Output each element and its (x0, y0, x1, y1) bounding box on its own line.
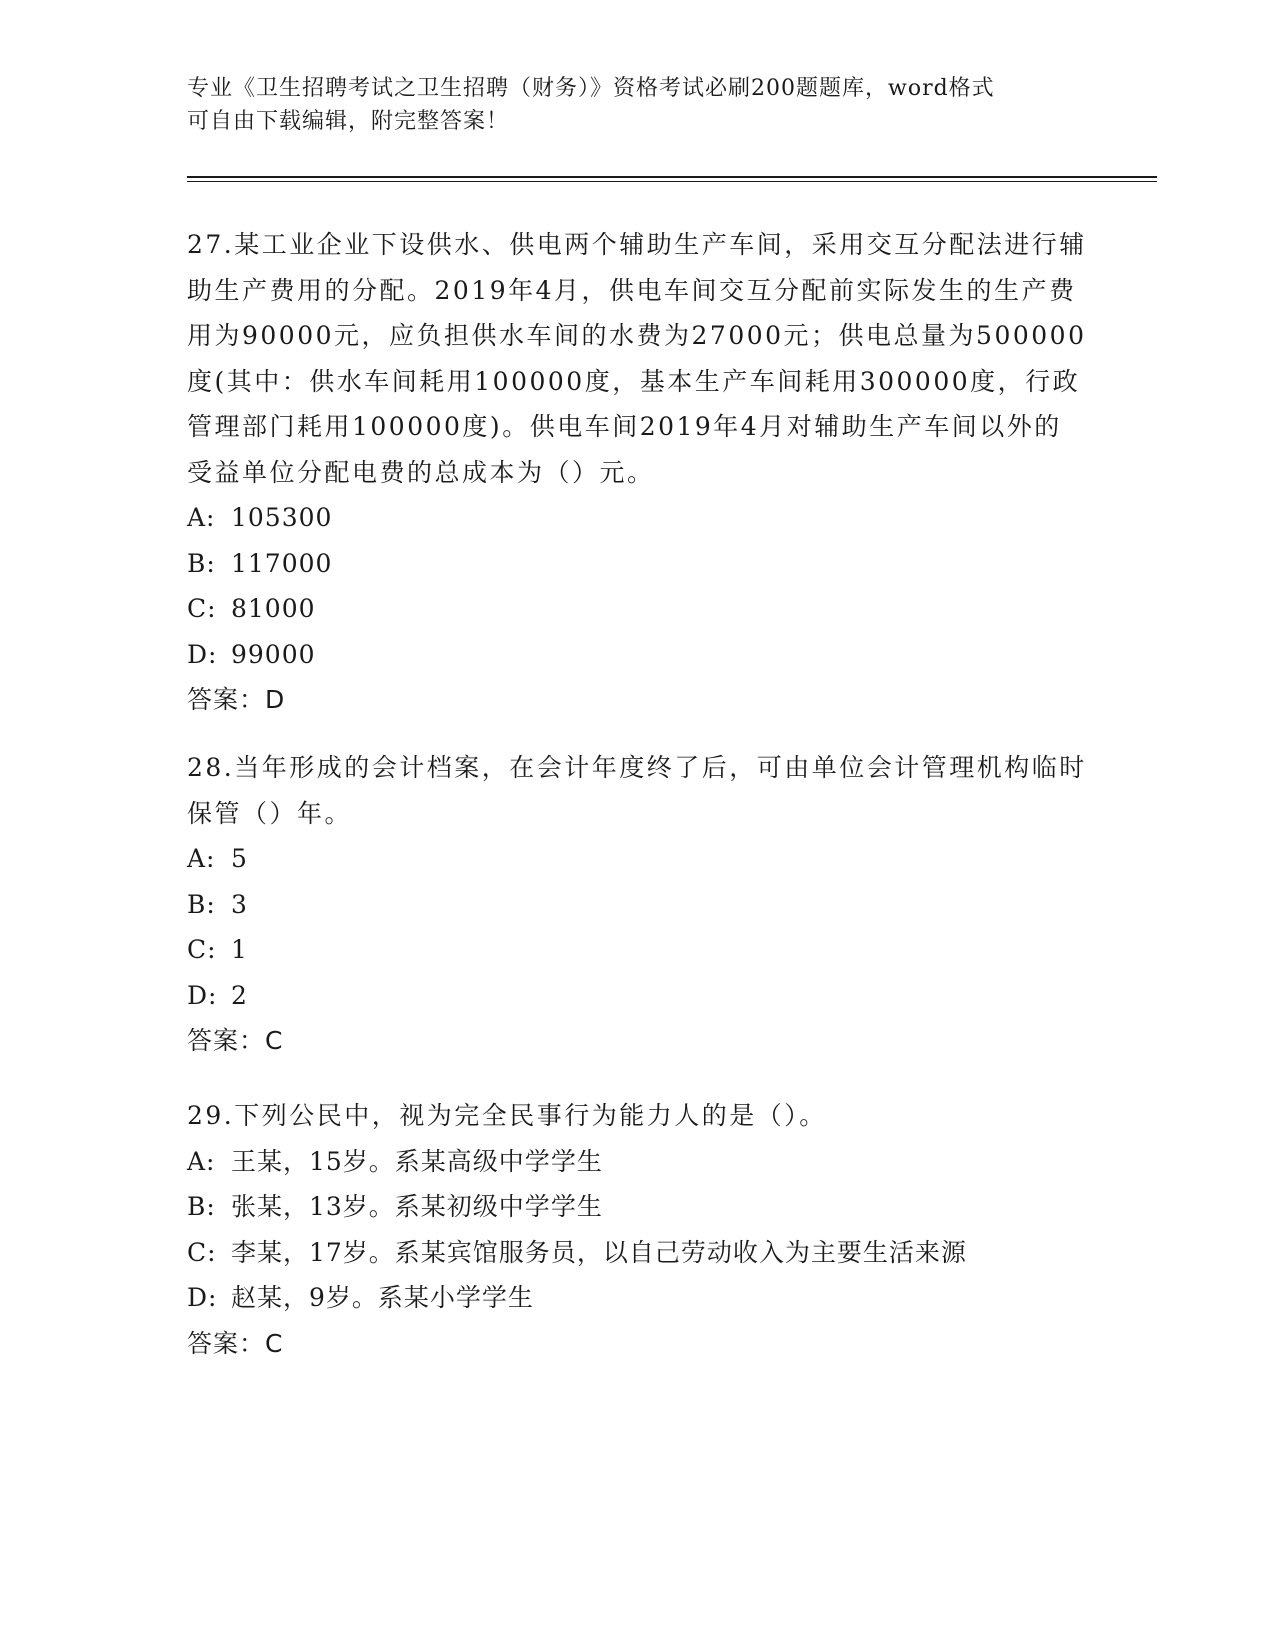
question-29 (187, 1093, 1087, 1366)
option-value: 张某，13岁。系某初级中学学生 (231, 1192, 603, 1221)
question-text: 27.某工业企业下设供水、供电两个辅助生产车间，采用交互分配法进行辅助生产费用的分配。2019年4月，供电车间交互分配前实际发生的生产费用为90000元，应负担供水车间的水费为27000元；供电总量为500000度(其中：供水车间耗用100000度，基本生产车间耗用300000度，行政管理部门耗用100000度)。供电车间2019年4月对辅助生产车间以外的受益单位分配电费的总成本为（）元。 (187, 230, 1087, 487)
option-value: 3 (231, 889, 248, 919)
option-letter: B: (187, 548, 216, 578)
option-value: 2 (231, 980, 248, 1010)
option-d (187, 1275, 1087, 1321)
option-d (187, 973, 1087, 1019)
header-line-1: 专业《卫生招聘考试之卫生招聘（财务）》资格考试必刷200题题库，word格式 (187, 76, 995, 101)
header-divider-thick (187, 176, 1157, 178)
option-letter: D: (187, 639, 218, 669)
question-27 (187, 222, 1087, 723)
answer-label: 答案：C (187, 1328, 284, 1358)
header-line-2: 可自由下载编辑，附完整答案！ (187, 109, 510, 134)
option-letter: B: (187, 889, 216, 919)
option-b (187, 1184, 1087, 1230)
option-value: 赵某，9岁。系某小学学生 (231, 1283, 534, 1312)
option-b (187, 541, 1087, 587)
option-c (187, 1230, 1087, 1276)
option-letter: D: (187, 980, 218, 1010)
option-letter: C: (187, 935, 217, 964)
document-header (187, 72, 1087, 138)
option-c (187, 586, 1087, 632)
option-letter: A: (187, 844, 216, 873)
option-value: 117000 (231, 548, 333, 578)
option-letter: B: (187, 1192, 216, 1221)
answer-label: 答案：D (187, 685, 286, 714)
option-letter: A: (187, 503, 216, 532)
option-b (187, 882, 1087, 928)
option-a (187, 836, 1087, 882)
option-value: 5 (231, 844, 248, 873)
option-a (187, 495, 1087, 541)
option-letter: A: (187, 1146, 216, 1176)
option-letter: C: (187, 594, 217, 623)
option-value: 李某，17岁。系某宾馆服务员，以自己劳动收入为主要生活来源 (231, 1237, 967, 1267)
option-value: 1 (231, 935, 248, 964)
option-value: 99000 (231, 639, 316, 669)
option-a (187, 1139, 1087, 1185)
option-value: 81000 (231, 594, 316, 623)
option-c (187, 927, 1087, 973)
option-letter: C: (187, 1237, 217, 1267)
question-28 (187, 745, 1087, 1064)
option-value: 王某，15岁。系某高级中学学生 (231, 1146, 603, 1176)
option-d (187, 632, 1087, 678)
option-letter: D: (187, 1283, 218, 1312)
option-value: 105300 (231, 503, 333, 532)
question-text: 29.下列公民中，视为完全民事行为能力人的是（）。 (187, 1101, 827, 1130)
answer-label: 答案：C (187, 1026, 284, 1055)
question-text: 28.当年形成的会计档案，在会计年度终了后，可由单位会计管理机构临时保管（）年。 (187, 753, 1087, 828)
header-divider-thin (187, 181, 1157, 182)
